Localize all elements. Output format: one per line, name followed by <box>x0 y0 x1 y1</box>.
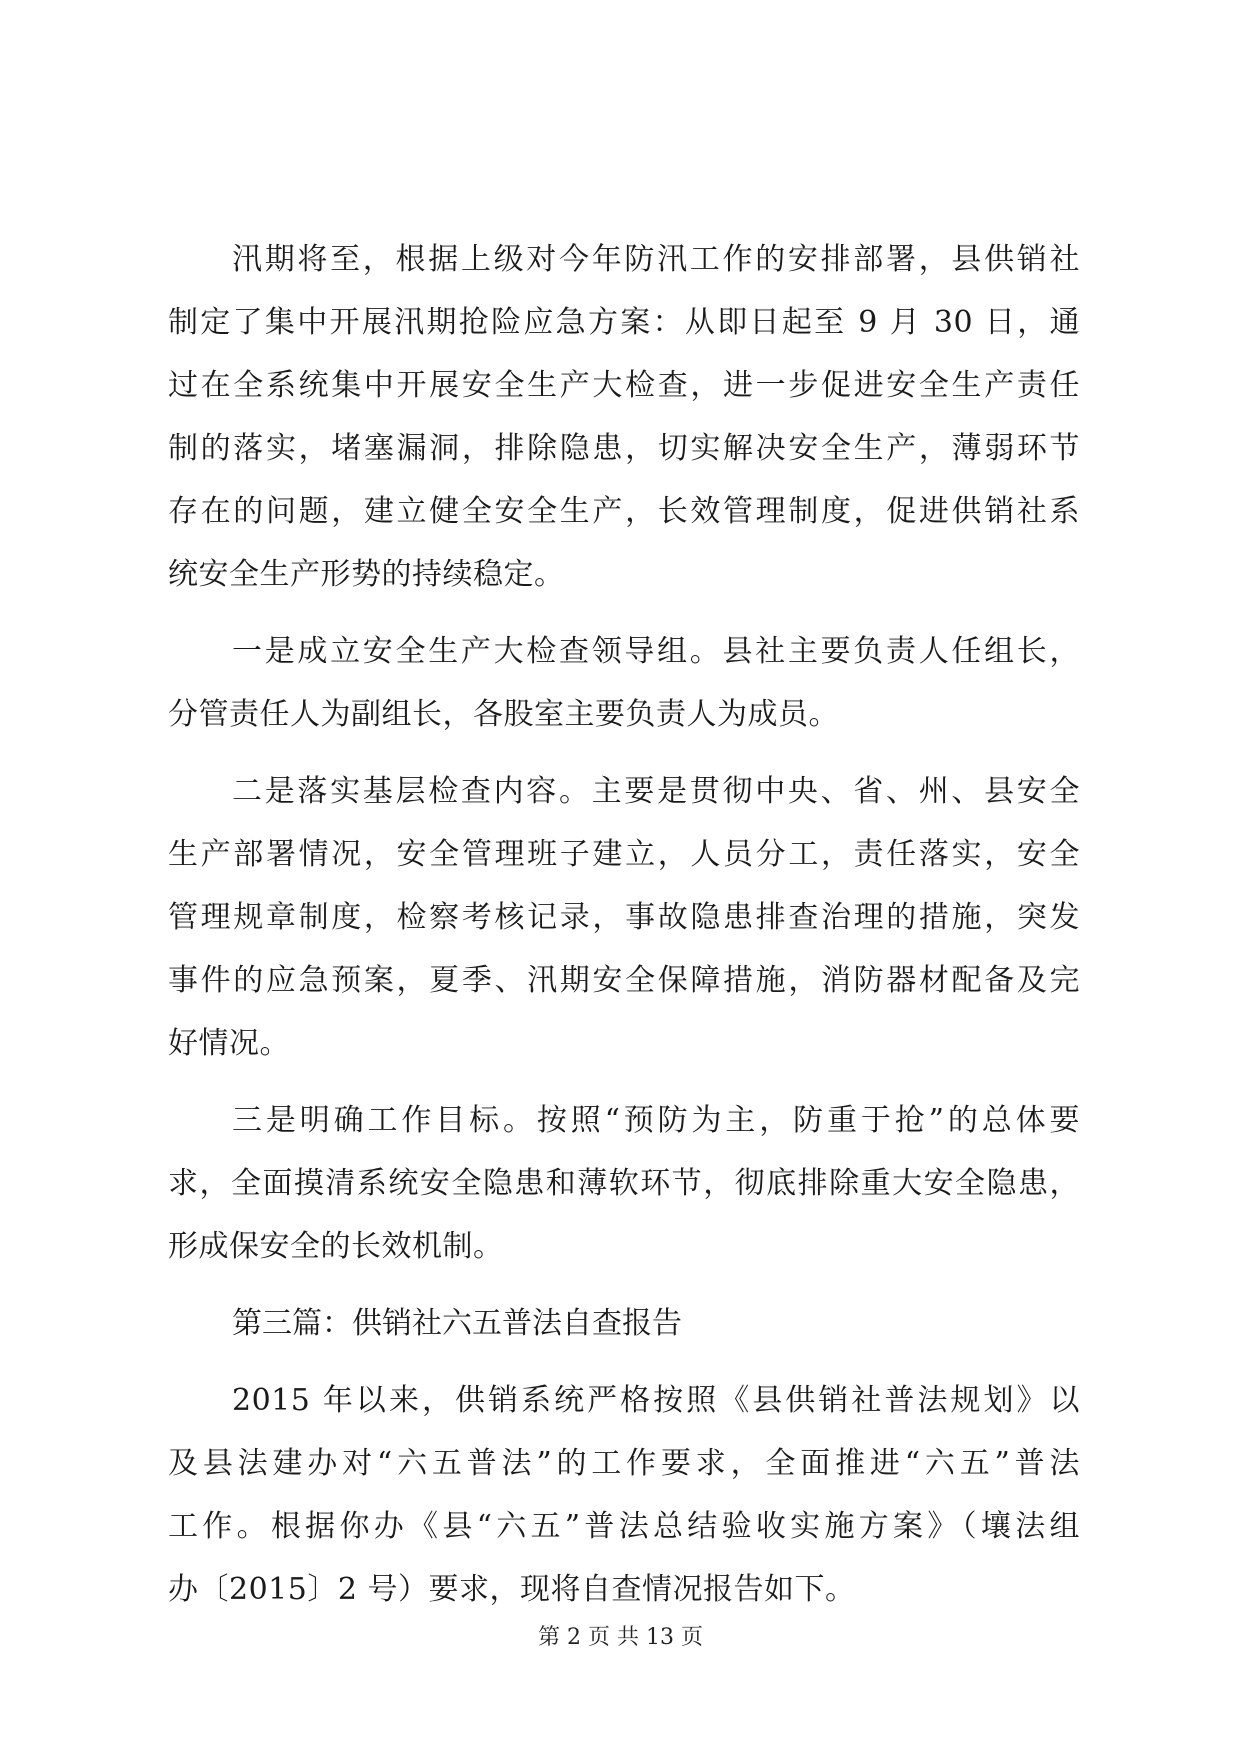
paragraph-work-goals <box>168 1089 1080 1278</box>
text-line: 形成保安全的长效机制。 <box>168 1229 504 1264</box>
text-line: 一是成立安全生产大检查领导组。县社主要负责人任组长， <box>232 634 1080 669</box>
section-heading: 第三篇：供销社六五普法自查报告 <box>232 1306 682 1341</box>
page-number-footer: 第 2 页 共 13 页 <box>538 1625 703 1650</box>
paragraph-leadership-group <box>168 620 1080 746</box>
text-line: 存在的问题，建立健全安全生产，长效管理制度，促进供销社系 <box>168 494 1080 529</box>
text-line: 管理规章制度，检察考核记录，事故隐患排查治理的措施，突发 <box>168 900 1080 935</box>
text-line: 统安全生产形势的持续稳定。 <box>168 557 565 592</box>
paragraph-self-inspection <box>168 1369 1080 1621</box>
paragraph-flood-plan <box>168 228 1080 606</box>
text-line: 过在全系统集中开展安全生产大检查，进一步促进安全生产责任 <box>168 368 1080 403</box>
text-line: 制定了集中开展汛期抢险应急方案：从即日起至 9 月 30 日，通 <box>168 305 1080 340</box>
text-line: 及县法建办对“六五普法”的工作要求，全面推进“六五”普法 <box>168 1446 1080 1481</box>
text-line: 事件的应急预案，夏季、汛期安全保障措施，消防器材配备及完 <box>168 963 1080 998</box>
text-line: 制的落实，堵塞漏洞，排除隐患，切实解决安全生产，薄弱环节 <box>168 431 1080 466</box>
text-line: 2015 年以来，供销系统严格按照《县供销社普法规划》以 <box>232 1383 1080 1418</box>
text-line: 生产部署情况，安全管理班子建立，人员分工，责任落实，安全 <box>168 837 1080 872</box>
text-line: 二是落实基层检查内容。主要是贯彻中央、省、州、县安全 <box>232 774 1080 809</box>
text-line: 工作。根据你办《县“六五”普法总结验收实施方案》（壤法组 <box>168 1509 1080 1544</box>
text-line: 办〔2015〕2 号）要求，现将自查情况报告如下。 <box>168 1572 856 1607</box>
text-line: 三是明确工作目标。按照“预防为主，防重于抢”的总体要 <box>232 1103 1080 1138</box>
paragraph-inspection-content <box>168 760 1080 1075</box>
text-line: 好情况。 <box>168 1026 290 1061</box>
document-body <box>168 228 1080 1635</box>
text-line: 求，全面摸清系统安全隐患和薄软环节，彻底排除重大安全隐患， <box>168 1166 1080 1201</box>
text-line: 汛期将至，根据上级对今年防汛工作的安排部署，县供销社 <box>232 242 1080 277</box>
text-line: 分管责任人为副组长，各股室主要负责人为成员。 <box>168 697 839 732</box>
